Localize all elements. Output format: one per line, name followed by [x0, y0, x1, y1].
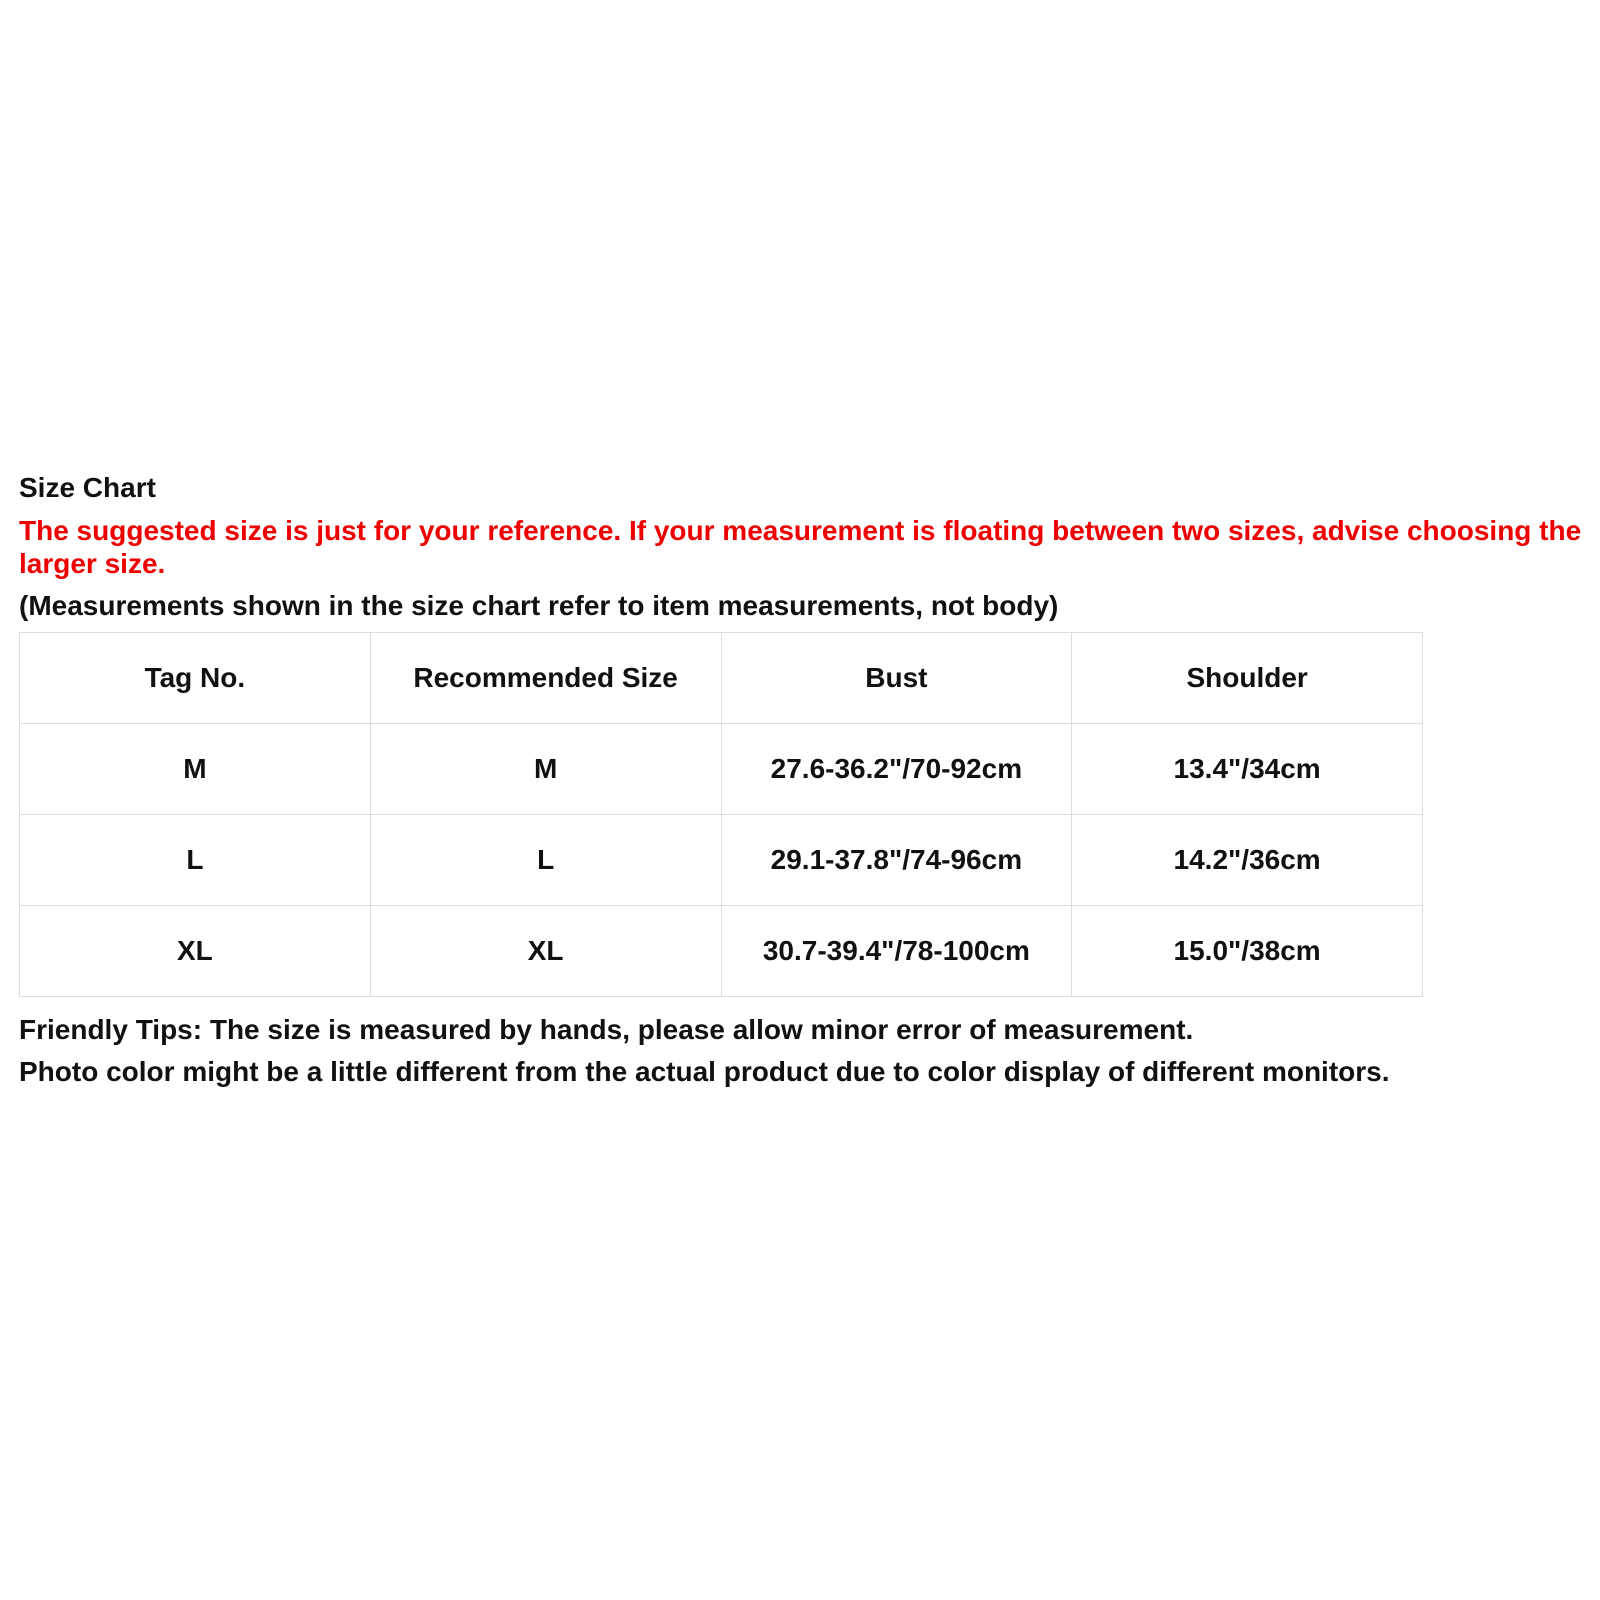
friendly-tips [19, 1009, 1589, 1093]
cell-tag-no: L [20, 815, 371, 906]
cell-recommended-size: M [370, 724, 721, 815]
size-notice: The suggested size is just for your reference. If your measurement is floating between two sizes, advise choosing the larger size. [19, 515, 1582, 579]
tips-line-2: Photo color might be a little different from the actual product due to color display of different monitors. [19, 1056, 1390, 1087]
cell-shoulder: 14.2"/36cm [1072, 815, 1423, 906]
table-row [20, 724, 1423, 815]
size-table [19, 632, 1423, 997]
cell-bust: 27.6-36.2"/70-92cm [721, 724, 1072, 815]
header-tag-no: Tag No. [20, 633, 371, 724]
cell-tag-no: XL [20, 906, 371, 997]
table-row [20, 906, 1423, 997]
measurement-note: (Measurements shown in the size chart refer to item measurements, not body) [19, 590, 1059, 621]
table-header-row [20, 633, 1423, 724]
cell-bust: 29.1-37.8"/74-96cm [721, 815, 1072, 906]
table-row [20, 815, 1423, 906]
cell-recommended-size: XL [370, 906, 721, 997]
cell-tag-no: M [20, 724, 371, 815]
header-shoulder: Shoulder [1072, 633, 1423, 724]
size-chart-section [19, 472, 1589, 1093]
header-bust: Bust [721, 633, 1072, 724]
cell-bust: 30.7-39.4"/78-100cm [721, 906, 1072, 997]
header-recommended-size: Recommended Size [370, 633, 721, 724]
cell-shoulder: 15.0"/38cm [1072, 906, 1423, 997]
cell-recommended-size: L [370, 815, 721, 906]
cell-shoulder: 13.4"/34cm [1072, 724, 1423, 815]
tips-line-1: Friendly Tips: The size is measured by hands, please allow minor error of measurement. [19, 1014, 1194, 1045]
page-title: Size Chart [19, 472, 156, 503]
